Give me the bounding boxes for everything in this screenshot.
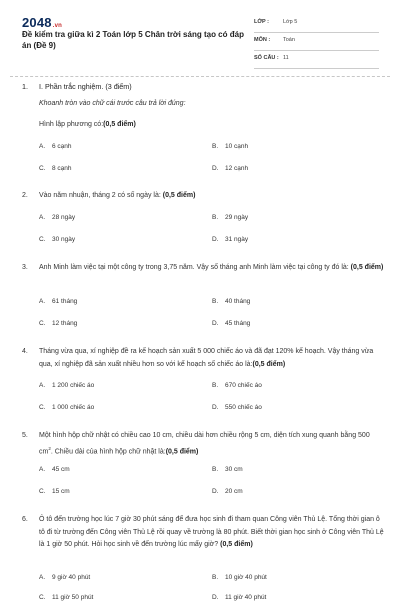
question-3-number: 3.: [22, 264, 28, 271]
question-2-option-c[interactable]: C. 30 ngày: [39, 236, 76, 243]
question-6: [22, 514, 384, 552]
document-meta: [254, 15, 379, 69]
document-title: Đề kiểm tra giữa kì 2 Toán lớp 5 Chân trời sáng tạo có đáp án (Đề 9): [22, 30, 244, 50]
question-3-stem: Anh Minh làm việc tại một công ty trong 3,75 năm. Vậy số tháng anh Minh làm việc tại công ty đó là: (0,5 điểm): [39, 264, 384, 271]
question-6-option-a[interactable]: A. 9 giờ 40 phút: [39, 574, 91, 581]
question-6-option-d[interactable]: D. 11 giờ 40 phút: [212, 594, 267, 601]
question-6-stem: Ô tô đến trường học lúc 7 giờ 30 phút sáng để đưa học sinh đi tham quan Công viên Thủ Lệ. Tổng thời gian ô tô đi từ trường đến Công viên Thủ Lệ rồi quay về trường là 80 phút. Biết thời gian học sinh ở Công viên Thủ Lệ là 1 giờ 50 phút. Hỏi học sinh về đến trường lúc mấy giờ? (0,5 điểm): [39, 516, 384, 548]
section-number: 1.: [22, 82, 28, 91]
question-4-number: 4.: [22, 348, 28, 355]
question-4-option-b[interactable]: B. 670 chiếc áo: [212, 382, 262, 389]
meta-class-row: [254, 15, 379, 33]
question-4-stem: Tháng vừa qua, xí nghiệp đề ra kế hoạch sản xuất 5 000 chiếc áo và đã đạt 120% kế hoạch. Vậy tháng vừa qua, xí nghiệp đã sản xuất nhiều hơn so với kế hoạch số chiếc áo là:(0,5 điểm): [39, 348, 374, 368]
question-5-number: 5.: [22, 432, 28, 439]
question-5: [22, 430, 384, 458]
question-3-option-a[interactable]: A. 61 tháng: [39, 298, 78, 305]
meta-subject-key: MÔN :: [254, 37, 271, 43]
question-5-option-b[interactable]: B. 30 cm: [212, 466, 243, 473]
question-1-option-a[interactable]: A. 6 cạnh: [39, 143, 72, 150]
meta-count-key: SỐ CÂU :: [254, 55, 279, 61]
site-logo[interactable]: 2048.vn: [22, 15, 63, 30]
question-2-option-a[interactable]: A. 28 ngày: [39, 214, 76, 221]
question-6-option-c[interactable]: C. 11 giờ 50 phút: [39, 594, 94, 601]
question-5-option-d[interactable]: D. 20 cm: [212, 488, 243, 495]
header-divider: [10, 76, 390, 77]
question-5-option-c[interactable]: C. 15 cm: [39, 488, 70, 495]
section-instruction: Khoanh tròn vào chữ cái trước câu trả lời đúng:: [39, 100, 186, 107]
question-1-stem: Hình lập phương có:(0,5 điểm): [39, 121, 136, 128]
question-2-stem: Vào năm nhuận, tháng 2 có số ngày là: (0,5 điểm): [39, 192, 196, 199]
question-3: [22, 262, 384, 275]
meta-count-row: [254, 51, 379, 69]
question-4: [22, 346, 384, 371]
header: [0, 0, 400, 72]
question-2-option-b[interactable]: B. 29 ngày: [212, 214, 249, 221]
question-3-option-b[interactable]: B. 40 tháng: [212, 298, 251, 305]
section-title-text: I. Phần trắc nghiệm. (3 điểm): [39, 82, 132, 91]
question-6-number: 6.: [22, 516, 28, 523]
meta-subject-row: [254, 33, 379, 51]
question-1-option-b[interactable]: B. 10 cạnh: [212, 143, 249, 150]
meta-class-value: Lớp 5: [283, 19, 298, 25]
question-4-option-a[interactable]: A. 1 200 chiếc áo: [39, 382, 95, 389]
question-1-option-d[interactable]: D. 12 cạnh: [212, 165, 249, 172]
question-2-option-d[interactable]: D. 31 ngày: [212, 236, 249, 243]
meta-count-value: 11: [283, 55, 289, 61]
meta-subject-value: Toán: [283, 37, 295, 43]
question-5-stem: Một hình hộp chữ nhật có chiều cao 10 cm, chiều dài hơn chiều rộng 5 cm, diện tích xung quanh bằng 500 $cm^2$. Chiều dài của hình hộp chữ nhật là:(0,5 điểm): [39, 432, 370, 455]
section-title: [22, 82, 132, 91]
question-4-option-d[interactable]: D. 550 chiếc áo: [212, 404, 262, 411]
question-5-option-a[interactable]: A. 45 cm: [39, 466, 70, 473]
question-2-number: 2.: [22, 192, 28, 199]
question-3-option-c[interactable]: C. 12 tháng: [39, 320, 78, 327]
meta-class-key: LỚP :: [254, 19, 269, 25]
question-4-option-c[interactable]: C. 1 000 chiếc áo: [39, 404, 95, 411]
question-6-option-b[interactable]: B. 10 giờ 40 phút: [212, 574, 267, 581]
question-1-option-c[interactable]: C. 8 cạnh: [39, 165, 72, 172]
question-3-option-d[interactable]: D. 45 tháng: [212, 320, 251, 327]
question-1: [22, 119, 384, 132]
question-2: [22, 190, 384, 203]
